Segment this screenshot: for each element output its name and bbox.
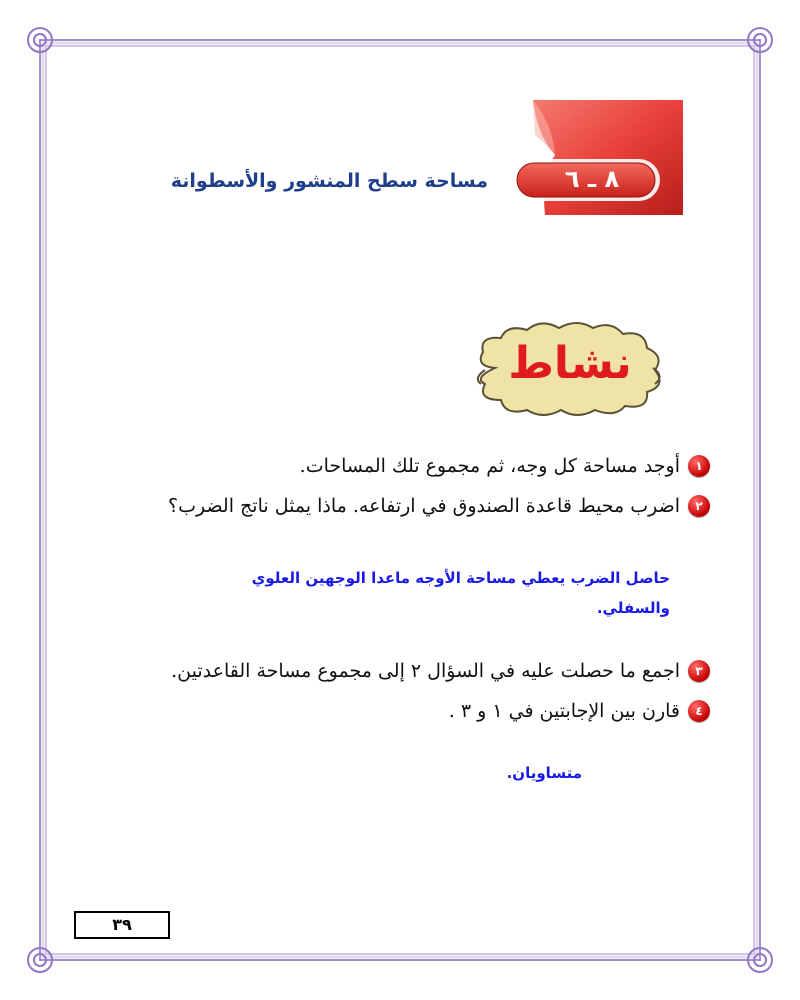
page-number: ٣٩ (74, 911, 170, 939)
question-number-badge: ٤ (688, 700, 710, 722)
question-number-badge: ١ (688, 455, 710, 477)
lesson-title: مساحة سطح المنشور والأسطوانة (170, 170, 488, 192)
question-text: اجمع ما حصلت عليه في السؤال ٢ إلى مجموع مساحة القاعدتين. (171, 660, 680, 682)
question-number-badge: ٢ (688, 495, 710, 517)
question-4 (449, 699, 710, 722)
question-text: أوجد مساحة كل وجه، ثم مجموع تلك المساحات. (299, 455, 680, 477)
question-1 (300, 454, 710, 477)
lesson-banner (505, 95, 685, 220)
question-text: اضرب محيط قاعدة الصندوق في ارتفاعه. ماذا يمثل ناتج الضرب؟ (167, 495, 680, 517)
answer-q2: حاصل الضرب يعطي مساحة الأوجه ماعدا الوجهين العلوي والسفلي. (251, 569, 670, 617)
answer-q4: متساويان. (506, 764, 582, 782)
lesson-number: ٨ ـ ٦ (564, 165, 620, 193)
question-3 (171, 659, 710, 682)
activity-label: نشاط (508, 338, 632, 389)
question-number-badge: ٣ (688, 660, 710, 682)
question-text: قارن بين الإجابتين في ١ و ٣ . (448, 700, 680, 722)
question-2 (168, 494, 710, 517)
